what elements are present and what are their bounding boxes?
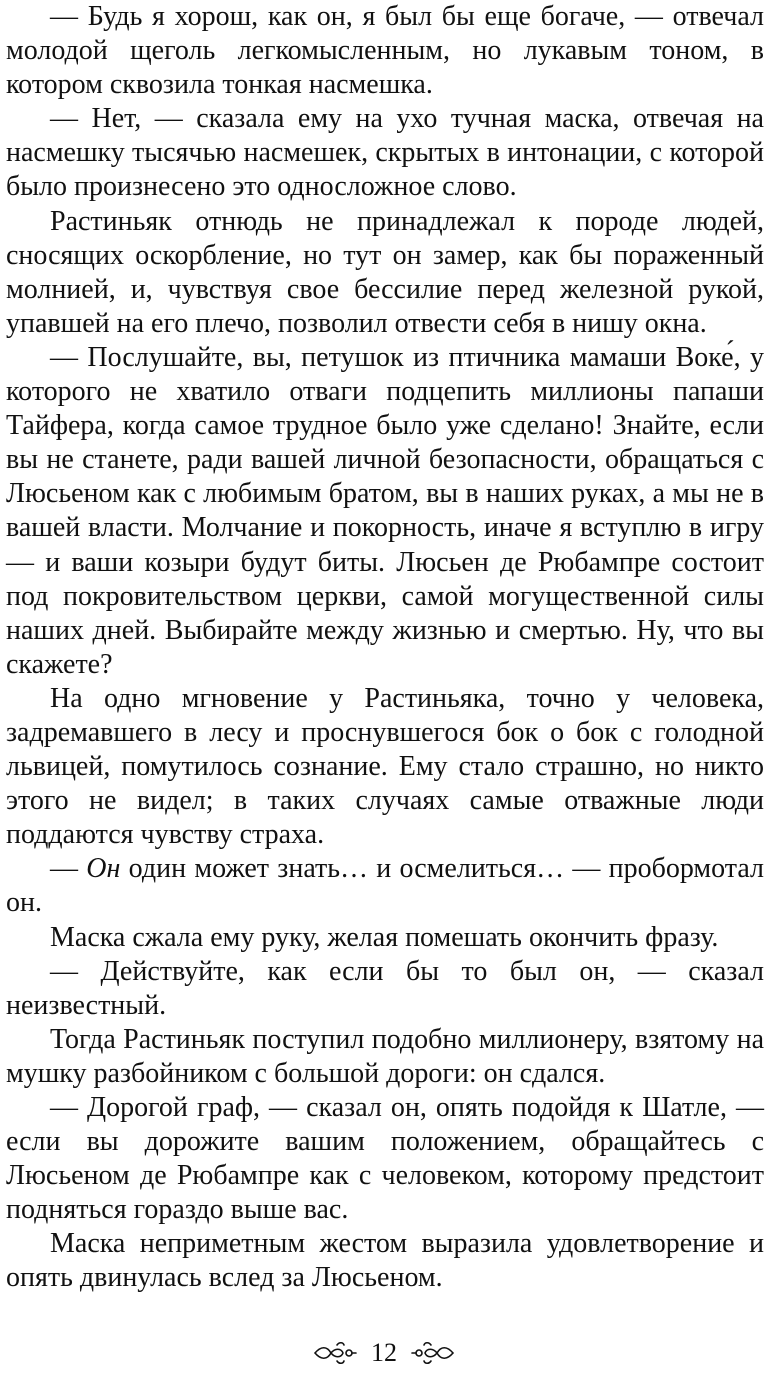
paragraph-10: — Дорогой граф, — сказал он, опять подойдя к Шатле, — если вы дорожите вашим положением, обращайтесь с Люсьеном де Рюбампре как с человеком, которому предстоит подняться гораздо выше вас.	[6, 1092, 764, 1226]
page-number: 12	[371, 1338, 397, 1367]
paragraph-1: — Будь я хорош, как он, я был бы еще богаче, — отвечал молодой щеголь легкомысленным, но лукавым тоном, в котором сквозила тонкая насмешка.	[6, 1, 764, 101]
paragraph-4: — Послушайте, вы, петушок из птичника мамаши Воке́, у которого не хватило отваги подцепить миллионы папаши Тайфера, когда самое трудное было уже сделано! Знайте, если вы не станете, ради вашей личной безопасности, обращаться с Люсьеном как с любимым братом, вы в наших руках, а мы не в вашей власти. Молчание и покорность, иначе я вступлю в игру — и ваши козыри будут биты. Люсьен де Рюбампре состоит под покровительством церкви, самой могущественной силы наших дней. Выбирайте между жизнью и смертью. Ну, что вы скажете?	[6, 341, 764, 680]
paragraph-2: — Нет, — сказала ему на ухо тучная маска, отвечая на насмешку тысячью насмешек, скрытых в интонации, с которой было произнесено это односложное слово.	[6, 103, 764, 203]
paragraph-8: — Действуйте, как если бы то был он, — сказал неизвестный.	[6, 955, 764, 1021]
paragraph-11: Маска неприметным жестом выразила удовлетворение и опять двинулась вслед за Люсьеном.	[6, 1228, 764, 1294]
paragraph-6: — Он один может знать… и осмелиться… — пробормотал он.	[6, 853, 765, 919]
floral-ornament-icon	[411, 1340, 455, 1366]
paragraph-3: Растиньяк отнюдь не принадлежал к породе людей, сносящих оскорбление, но тут он замер, как бы пораженный молнией, и, чувствуя свое бессилие перед железной рукой, упавшей на его плечо, позволил отвести себя в нишу окна.	[6, 205, 764, 339]
body-text	[6, 0, 764, 1296]
italic-word: Он	[86, 853, 121, 885]
paragraph-7: Маска сжала ему руку, желая помешать окончить фразу.	[50, 921, 719, 953]
paragraph-9: Тогда Растиньяк поступил подобно миллионеру, взятому на мушку разбойником с большой дороги: он сдался.	[6, 1023, 764, 1089]
page-footer	[0, 1336, 768, 1370]
paragraph-5: На одно мгновение у Растиньяка, точно у человека, задремавшего в лесу и проснувшегося бок о бок с голодной львицей, помутилось сознание. Ему стало страшно, но никто этого не видел; в таких случаях самые отважные люди поддаются чувству страха.	[6, 682, 764, 851]
floral-ornament-icon	[313, 1340, 357, 1366]
